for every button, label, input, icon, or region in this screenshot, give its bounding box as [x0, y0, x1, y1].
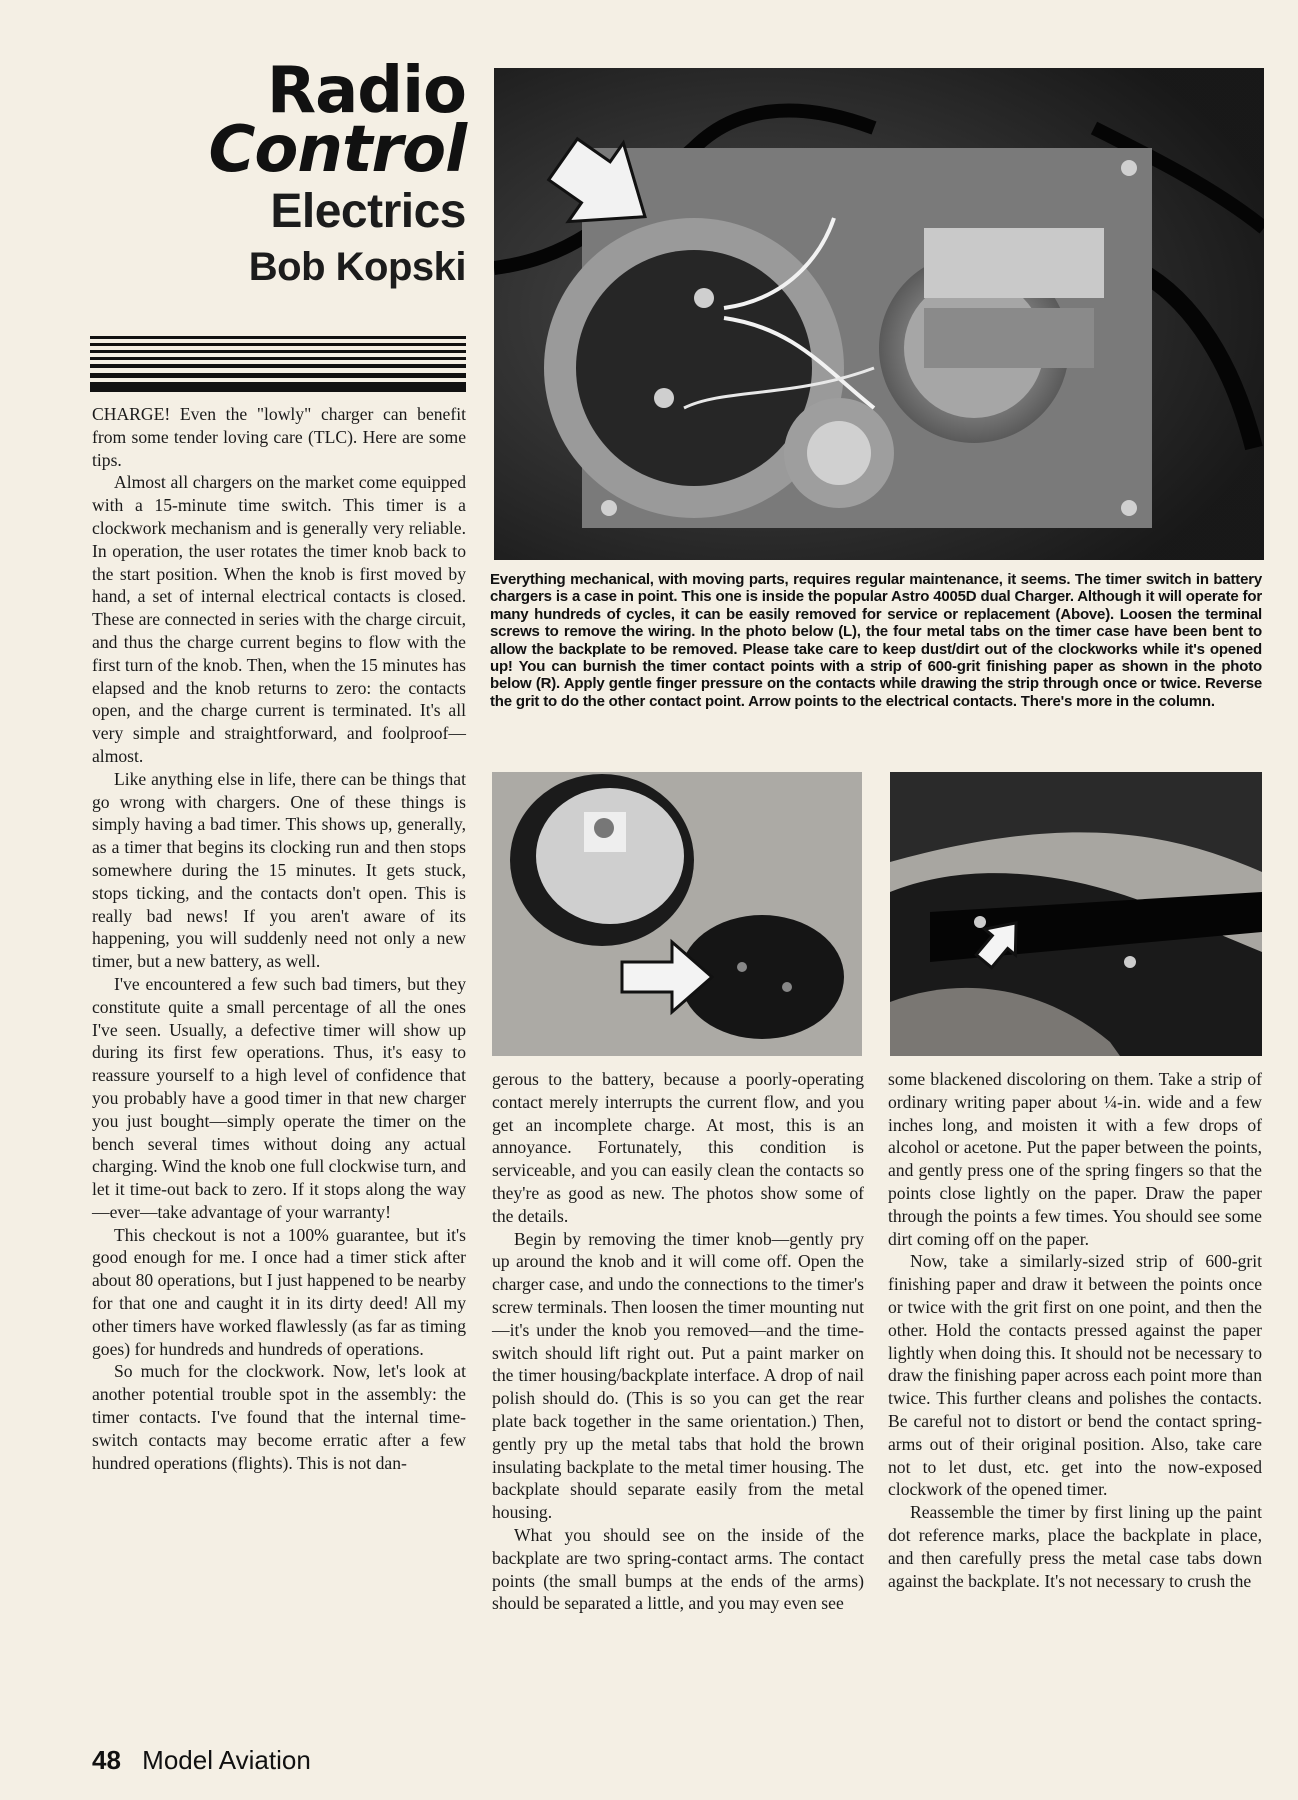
photo-charger-timer [494, 68, 1264, 560]
title-word-radio: Radio [266, 54, 466, 128]
text-column-2 [492, 1068, 864, 1615]
column-subtitle: Electrics [270, 184, 466, 238]
paragraph: some blackened discoloring on them. Take a strip of ordinary writing paper about ¼-in. wide and a few inches long, and moisten it with a few drops of alcohol or acetone. Put the paper between the points, and gently press one of the spring fingers so that the points close lightly on the paper. Draw the paper through the points a few times. You should see some dirt coming off on the paper. [888, 1069, 1262, 1249]
paragraph: Reassemble the timer by first lining up the paint dot reference marks, place the backplate in place, and then carefully press the metal case tabs down against the backplate. It's not necessary to crush the [888, 1502, 1262, 1591]
column-header [88, 54, 466, 290]
paragraph: So much for the clockwork. Now, let's look at another potential trouble spot in the assembly: the timer contacts. I've found that the internal time-switch contacts may become erratic after a few hundred operations (flights). This is not dan- [92, 1361, 466, 1473]
paragraph: Begin by removing the timer knob—gently pry up around the knob and it will come off. Open the charger case, and undo the connections to the timer's screw terminals. Then loosen the timer mounting nut—it's under the knob you removed—and the time-switch should lift right out. Put a paint marker on the timer housing/backplate interface. A drop of nail polish should do. (This is so you can get the rear plate back together in the same orientation.) Then, gently pry up the metal tabs that hold the brown insulating backplate to the metal timer housing. The backplate should separate easily from the metal housing. [492, 1228, 865, 1523]
text-column-1 [92, 403, 466, 1474]
paragraph: CHARGE! Even the "lowly" charger can benefit from some tender loving care (TLC). Here are some tips. [92, 404, 466, 470]
photo-timer-opened [492, 772, 862, 1056]
text-column-3 [888, 1068, 1262, 1592]
paragraph: gerous to the battery, because a poorly-operating contact merely interrupts the current flow, and you get an incomplete charge. At most, this is an annoyance. Fortunately, this condition is serviceable, and you can easily clean the contacts so they're as good as new. The photos show some of the details. [492, 1069, 864, 1226]
paragraph: This checkout is not a 100% guarantee, but it's good enough for me. I once had a timer stick after about 80 operations, but I just happened to be nearby for that one and caught it in its dirty deed! All my other timers have worked flawlessly (as far as timing goes) for hundreds and hundreds of operations. [92, 1224, 466, 1359]
photo-caption: Everything mechanical, with moving parts, requires regular maintenance, it seems. The timer switch in battery chargers is a case in point. This one is inside the popular Astro 4005D dual Charger. Although it will operate for many hundreds of cycles, it can be easily removed for service or replacement (Above). Loosen the terminal screws to remove the wiring. In the photo below (L), the four metal tabs on the timer case have been bent to allow the backplate to be removed. Please take care to keep dust/dirt out of the clockworks while it's opened up! You can burnish the timer contact points with a strip of 600-grit finishing paper as shown in the photo below (R). Apply gentle finger pressure on the contacts while drawing the strip through once or twice. Reverse the grit to do the other contact point. Arrow points to the electrical contacts. There's more in the column. [490, 571, 1262, 710]
page-footer [92, 1745, 311, 1776]
paragraph: Like anything else in life, there can be things that go wrong with chargers. One of these things is simply having a bad timer. This shows up, generally, as a timer that begins its clocking run and then stops somewhere during the 15 minutes. It gets stuck, stops ticking, and the contacts don't open. This is really bad news! If you aren't aware of its happening, you will suddenly need not only a new timer, but a new battery, as well. [92, 768, 466, 972]
author-name: Bob Kopski [248, 244, 466, 289]
page-number: 48 [92, 1745, 121, 1775]
paragraph: Almost all chargers on the market come equipped with a 15-minute time switch. This timer is a clockwork mechanism and is generally very reliable. In operation, the user rotates the timer knob back to the start position. When the knob is first moved by hand, a set of internal electrical contacts is closed. These are connected in series with the charge circuit, and thus the charge current begins to flow with the first turn of the knob. Then, when the 15 minutes has elapsed and the knob returns to zero: the contacts open, and the charge current is terminated. It's all very simple and straightforward, and foolproof—almost. [92, 472, 466, 766]
column-title-logo [88, 54, 466, 187]
title-word-control: Control [208, 112, 466, 187]
photo-burnishing-contacts [890, 772, 1262, 1056]
paragraph: I've encountered a few such bad timers, but they constitute quite a small percentage of all the ones I've seen. Usually, a defective timer will show up during its first few operations. Thus, it's easy to reassure yourself to a high level of confidence that you probably have a good timer in that new charger you just bought—simply operate the timer on the bench several times without doing any actual charging. Wind the knob one full clockwise turn, and let it time-out back to zero. If it stops along the way—ever—take advantage of your warranty! [92, 973, 466, 1222]
paragraph: Now, take a similarly-sized strip of 600-grit finishing paper and draw it between the points once or twice with the grit first on one point, and then the other. Hold the contacts pressed against the paper lightly when doing this. It should not be necessary to draw the finishing paper across each point more than twice. This further cleans and polishes the contacts. Be careful not to distort or bend the contact spring-arms out of their original position. Also, take care not to let dust, etc. get into the now-exposed clockwork of the opened timer. [888, 1251, 1262, 1500]
header-rule-lines [90, 336, 466, 392]
paragraph: What you should see on the inside of the backplate are two spring-contact arms. The contact points (the small bumps at the ends of the arms) should be separated a little, and you may even see [492, 1524, 864, 1614]
magazine-name: Model Aviation [142, 1745, 311, 1775]
